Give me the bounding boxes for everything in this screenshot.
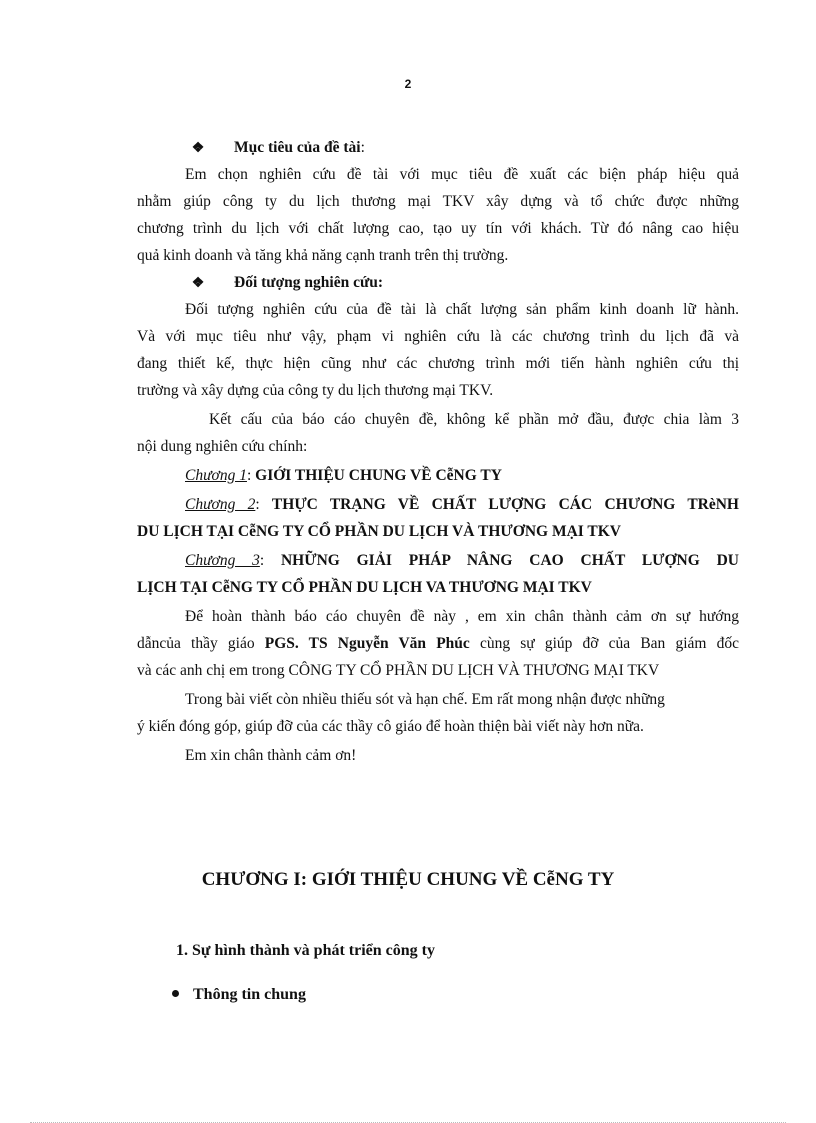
chapter-3-sep: :: [259, 552, 281, 569]
closing-line-1: Trong bài viết còn nhiều thiếu sót và hạn chế. Em rất mong nhận được những: [185, 691, 665, 708]
diamond-bullet-icon: ❖: [191, 276, 205, 291]
thanks-line-1: Để hoàn thành báo cáo chuyên đề này , em xin chân thành cảm ơn sự hướng: [185, 608, 739, 625]
page-number: 2: [404, 77, 412, 91]
chapter-1-sep: :: [246, 467, 256, 484]
thanks-line-2: [137, 632, 739, 656]
objective-line-4: quả kinh doanh và tăng khả năng cạnh tranh trên thị trường.: [137, 247, 509, 264]
objective-line-3: chương trình du lịch với chất lượng cao, tạo uy tín với khách. Từ đó nâng cao hiệu: [137, 220, 739, 237]
bullet-item-text: Thông tin chung: [193, 986, 306, 1003]
chapter-heading: CHƯƠNG I: GIỚI THIỆU CHUNG VỀ CễNG TY: [201, 869, 615, 890]
thanks-line-3: và các anh chị em trong CÔNG TY CỔ PHẦN DU LỊCH VÀ THƯƠNG MẠI TKV: [137, 662, 660, 679]
research-line-1: Đối tượng nghiên cứu của đề tài là chất lượng sản phẩm kinh doanh lữ hành.: [185, 301, 739, 318]
chapter-2-label: Chương 2: [185, 496, 256, 513]
chapter-3-title-2: LỊCH TẠI CễNG TY CỔ PHẦN DU LỊCH VA THƯƠNG MẠI TKV: [137, 579, 592, 596]
objective-heading-row: [137, 136, 739, 161]
section-heading: 1. Sự hình thành và phát triển công ty: [176, 942, 435, 959]
chapter-2-sep: :: [255, 496, 272, 513]
chapter-2-title-2: DU LỊCH TẠI CễNG TY CỔ PHẦN DU LỊCH VÀ THƯƠNG MẠI TKV: [137, 523, 621, 540]
research-heading-row: [137, 271, 739, 296]
bullet-list-item: [172, 986, 306, 1004]
closing-line-2: ý kiến đóng góp, giúp đỡ của các thầy cô giáo để hoàn thiện bài viết này hơn nữa.: [137, 718, 644, 735]
diamond-bullet-icon: ❖: [191, 141, 205, 156]
chapter-1-title: GIỚI THIỆU CHUNG VỀ CễNG TY: [255, 467, 502, 484]
objective-line-1: Em chọn nghiên cứu đề tài với mục tiêu đề xuất các biện pháp hiệu quả: [185, 166, 739, 183]
chapter-3-label: Chương 3: [185, 552, 260, 569]
research-heading: Đối tượng nghiên cứu:: [234, 274, 384, 291]
research-line-2: Và với mục tiêu như vậy, phạm vi nghiên cứu là các chương trình du lịch đã và: [137, 328, 739, 345]
objective-line-2: nhằm giúp công ty du lịch thương mại TKV xây dựng và tổ chức được những: [137, 193, 739, 210]
structure-line-1: Kết cấu của báo cáo chuyên đề, không kể phần mở đầu, được chia làm 3: [209, 411, 739, 428]
objective-colon: :: [360, 139, 365, 156]
closing-final: Em xin chân thành cảm ơn!: [185, 747, 357, 764]
structure-line-2: nội dung nghiên cứu chính:: [137, 438, 308, 455]
advisor-name: PGS. TS Nguyễn Văn Phúc: [264, 635, 470, 652]
chapter-1-label: Chương 1: [185, 467, 247, 484]
research-line-4: trường và xây dựng của công ty du lịch thương mại TKV.: [137, 382, 494, 399]
thanks-line-2-before: dẫncủa thầy giáo: [137, 635, 265, 652]
chapter-3-row: [137, 549, 739, 573]
bullet-dot-icon: [172, 990, 179, 997]
chapter-3-title-1: NHỮNG GIẢI PHÁP NÂNG CAO CHẤT LƯỢNG DU: [280, 552, 739, 569]
objective-heading: Mục tiêu của đề tài: [234, 139, 361, 156]
chapter-2-row: [137, 493, 739, 517]
research-line-3: đang thiết kế, thực hiện cũng như các chương trình mới tiến hành nghiên cứu thị: [137, 355, 739, 372]
thanks-line-2-after: cùng sự giúp đỡ của Ban giám đốc: [469, 635, 739, 652]
chapter-2-title-1: THỰC TRẠNG VỀ CHẤT LƯỢNG CÁC CHƯƠNG TRèNH: [271, 496, 739, 513]
chapter-1-row: [137, 464, 739, 488]
